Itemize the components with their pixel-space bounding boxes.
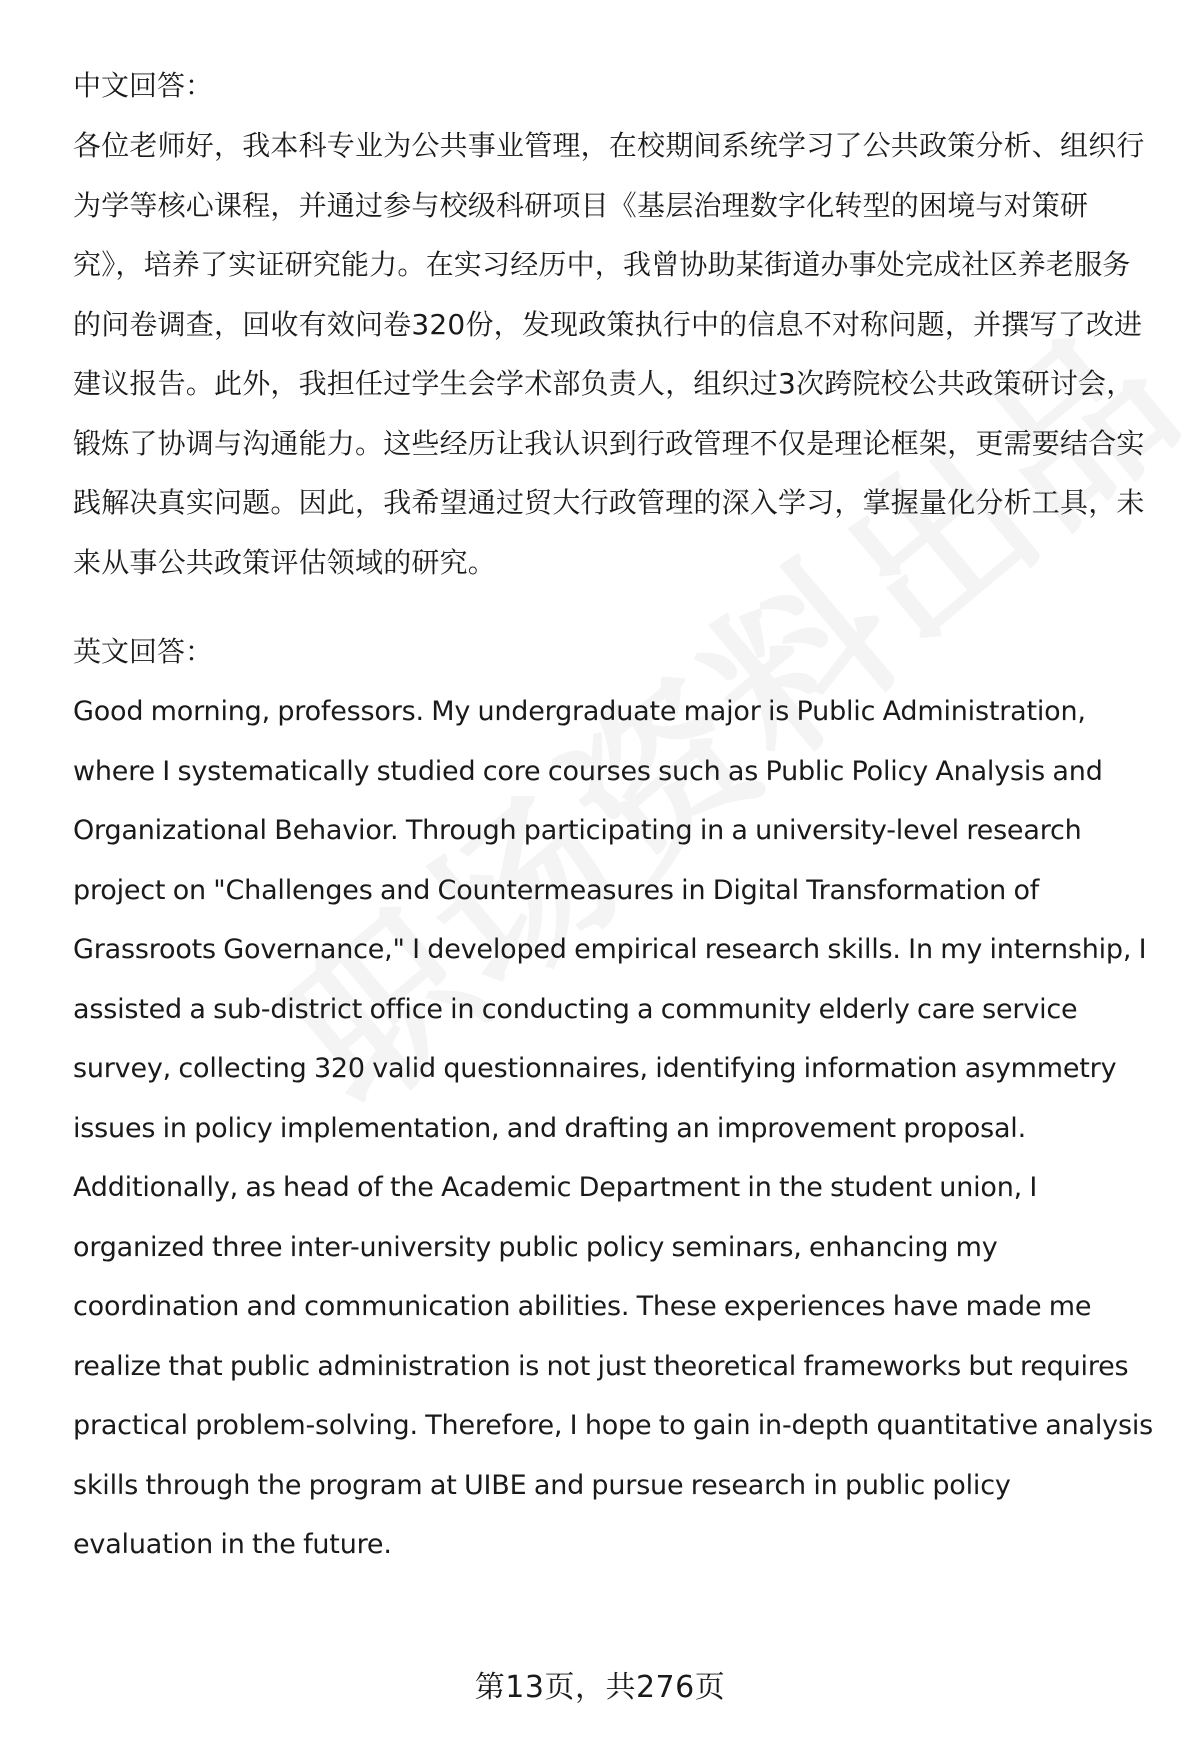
page-content: [73, 56, 1153, 1575]
chinese-answer-section: [73, 56, 1153, 592]
chinese-answer-label: 中文回答：: [73, 69, 214, 102]
english-answer-section: [73, 622, 1153, 1575]
page-number: 第13页，共276页: [474, 1670, 726, 1705]
english-answer-label: 英文回答：: [73, 635, 214, 668]
chinese-answer-text: 各位老师好，我本科专业为公共事业管理，在校期间系统学习了公共政策分析、组织行为学等核心课程，并通过参与校级科研项目《基层治理数字化转型的困境与对策研究》，培养了实证研究能力。在实习经历中，我曾协助某街道办事处完成社区养老服务的问卷调查，回收有效问卷320份，发现政策执行中的信息不对称问题，并撰写了改进建议报告。此外，我担任过学生会学术部负责人，组织过3次跨院校公共政策研讨会，锻炼了协调与沟通能力。这些经历让我认识到行政管理不仅是理论框架，更需要结合实践解决真实问题。因此，我希望通过贸大行政管理的深入学习，掌握量化分析工具，未来从事公共政策评估领域的研究。: [73, 129, 1145, 579]
english-answer-text: Good morning, professors. My undergraduate major is Public Administration, where I systematically studied core courses such as Public Policy Analysis and Organizational Behavior. Through participating in a university-level research project on "Challenges and Countermeasures in Digital Transformation of Grassroots Governance," I developed empirical research skills. In my internship, I assisted a sub-district office in conducting a community elderly care service survey, collecting 320 valid questionnaires, identifying information asymmetry issues in policy implementation, and drafting an improvement proposal. Additionally, as head of the Academic Department in the student union, I organized three inter-university public policy seminars, enhancing my coordination and communication abilities. These experiences have made me realize that public administration is not just theoretical frameworks but requires practical problem-solving. Therefore, I hope to gain in-depth quantitative analysis skills through the program at UIBE and pursue research in public policy evaluation in the future.: [73, 696, 1153, 1560]
section-spacer: [73, 592, 1153, 622]
